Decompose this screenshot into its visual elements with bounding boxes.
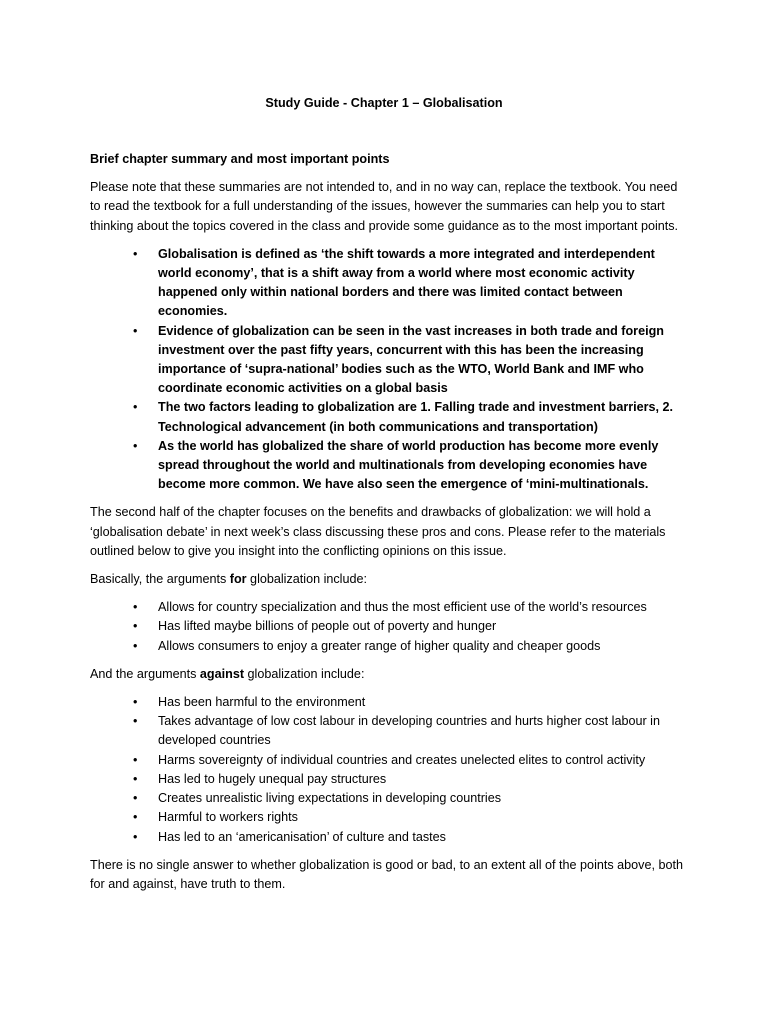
bullet-icon: • <box>133 714 138 729</box>
document-title: Study Guide - Chapter 1 – Globalisation <box>265 96 503 110</box>
second-half-paragraph: The second half of the chapter focuses on the benefits and drawbacks of globalization: we will hold a ‘globalisation debate’ in next week’s class discussing these pros and cons. Please refer to the materials outlined below to give you insight into the conflicting opinions on this issue. <box>90 505 666 558</box>
bullet-icon: • <box>133 323 138 338</box>
bullet-icon: • <box>133 752 138 767</box>
list-item <box>90 598 690 617</box>
bullet-icon: • <box>133 829 138 844</box>
list-item-text: Globalisation is defined as ‘the shift towards a more integrated and interdependent world economy’, that is a shift away from a world where most economic activity happened only within national borders and there was limited contact between economies. <box>158 246 655 319</box>
list-item-text: Allows consumers to enjoy a greater range of higher quality and cheaper goods <box>158 638 601 653</box>
for-intro-after: globalization include: <box>246 572 367 587</box>
list-item-text: Allows for country specialization and thus the most efficient use of the world’s resources <box>158 600 647 615</box>
against-intro-before: And the arguments <box>90 666 200 681</box>
list-item <box>90 617 690 636</box>
document-body <box>90 150 690 903</box>
against-intro-emphasis: against <box>199 666 245 681</box>
against-intro-paragraph <box>90 665 690 684</box>
list-item-text: Takes advantage of low cost labour in developing countries and hurts higher cost labour in developed countries <box>158 714 660 748</box>
list-item <box>90 322 690 399</box>
list-item-text: Has been harmful to the environment <box>158 695 366 710</box>
list-item <box>90 789 690 808</box>
bullet-icon: • <box>133 695 138 710</box>
list-item-text: Has lifted maybe billions of people out of poverty and hunger <box>158 619 497 634</box>
bullet-icon: • <box>133 810 138 825</box>
for-intro-emphasis: for <box>229 572 247 587</box>
conclusion-paragraph: There is no single answer to whether globalization is good or bad, to an extent all of the points above, both for and against, have truth to them. <box>90 857 683 891</box>
for-intro-paragraph <box>90 570 690 589</box>
bullet-icon: • <box>133 438 138 453</box>
list-item <box>90 808 690 827</box>
bullet-icon: • <box>133 771 138 786</box>
bullet-icon: • <box>133 400 138 415</box>
against-intro-after: globalization include: <box>244 666 365 681</box>
summary-heading: Brief chapter summary and most important points <box>90 152 390 166</box>
for-points-list <box>90 598 690 656</box>
bullet-icon: • <box>133 246 138 261</box>
list-item-text: Has led to hugely unequal pay structures <box>158 771 387 786</box>
list-item-text: Has led to an ‘americanisation’ of culture and tastes <box>158 829 446 844</box>
for-intro-before: Basically, the arguments <box>90 572 230 587</box>
bullet-icon: • <box>133 638 138 653</box>
list-item <box>90 828 690 847</box>
list-item <box>90 437 690 495</box>
bullet-icon: • <box>133 791 138 806</box>
list-item-text: As the world has globalized the share of world production has become more evenly spread throughout the world and multinationals from developing economies have become more common. We have also seen the emergence of ‘mini-multinationals. <box>158 438 659 492</box>
intro-paragraph: Please note that these summaries are not intended to, and in no way can, replace the textbook. You need to read the textbook for a full understanding of the issues, however the summaries can help you to start thinking about the topics covered in the class and provide some guidance as to the most important points. <box>90 180 679 233</box>
against-points-list <box>90 693 690 847</box>
list-item <box>90 245 690 322</box>
list-item <box>90 712 690 750</box>
list-item-text: Creates unrealistic living expectations in developing countries <box>158 791 502 806</box>
bullet-icon: • <box>133 600 138 615</box>
list-item <box>90 398 690 436</box>
list-item <box>90 770 690 789</box>
list-item-text: Harms sovereignty of individual countries and creates unelected elites to control activity <box>158 752 646 767</box>
list-item-text: The two factors leading to globalization are 1. Falling trade and investment barriers, 2. Technological advancement (in both communications and transportation) <box>158 400 674 434</box>
key-points-list <box>90 245 690 495</box>
bullet-icon: • <box>133 619 138 634</box>
list-item <box>90 637 690 656</box>
list-item <box>90 693 690 712</box>
list-item <box>90 751 690 770</box>
list-item-text: Evidence of globalization can be seen in the vast increases in both trade and foreign investment over the past fifty years, concurrent with this has been the increasing importance of ‘supra-national’ bodies such as the WTO, World Bank and IMF who coordinate economic activities on a global basis <box>158 323 664 396</box>
list-item-text: Harmful to workers rights <box>158 810 298 825</box>
